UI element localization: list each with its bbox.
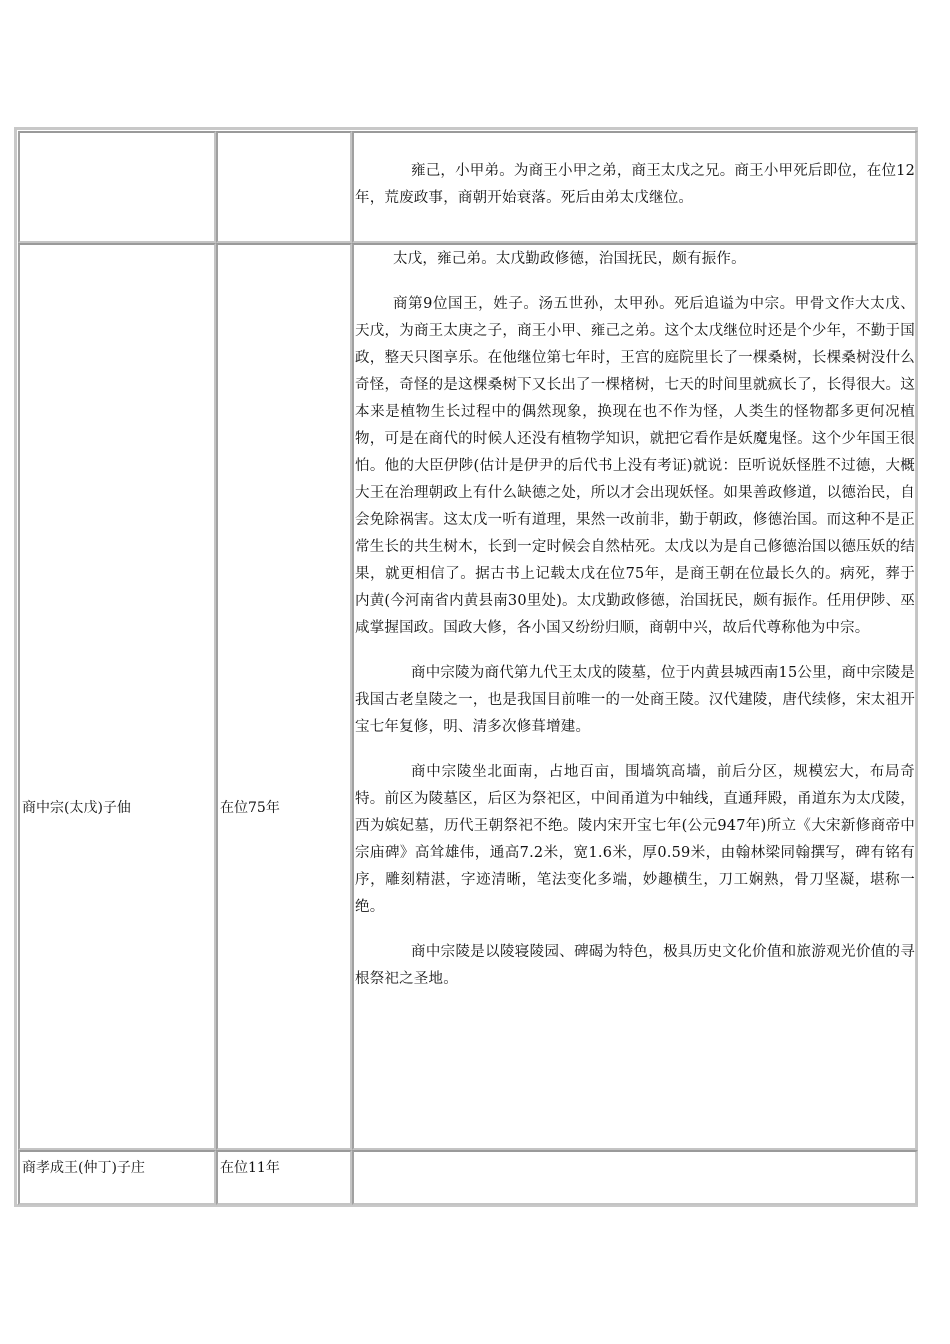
- paragraph: 商中宗陵为商代第九代王太戊的陵墓，位于内黄县城西南15公里，商中宗陵是我国古老皇陵之一，也是我国目前唯一的一处商王陵。汉代建陵，唐代续修，宋太祖开宝七年复修，明、清多次修葺增建。: [355, 665, 915, 735]
- description-cell: [352, 1150, 918, 1205]
- ruler-name: 商孝成王(仲丁)子庄: [22, 1160, 145, 1176]
- reign-length: 在位11年: [220, 1160, 280, 1176]
- ruler-name-cell: [18, 1150, 216, 1205]
- ruler-name: 商中宗(太戊)子伷: [22, 800, 131, 816]
- ruler-table: [14, 127, 918, 1207]
- reign-length-cell: [216, 243, 352, 1150]
- paragraph: 商第9位国王，姓子。汤五世孙，太甲孙。死后追谥为中宗。甲骨文作大太戊、天戊，为商王太庚之子，商王小甲、雍己之弟。这个太戊继位时还是个少年，不勤于国政，整天只图享乐。在他继位第七年时，王宫的庭院里长了一棵桑树，长棵桑树没什么奇怪，奇怪的是这棵桑树下又长出了一棵楮树，七天的时间里就疯长了，长得很大。这本来是植物生长过程中的偶然现象，换现在也不作为怪，人类生的怪物都多更何况植物，可是在商代的时候人还没有植物学知识，就把它看作是妖魔鬼怪。这个少年国王很怕。他的大臣伊陟(估计是伊尹的后代书上没有考证)就说：臣听说妖怪胜不过德，大概大王在治理朝政上有什么缺德之处，所以才会出现妖怪。如果善政修道，以德治民，自会免除祸害。这太戊一听有道理，果然一改前非，勤于朝政，修德治国。而这种不是正常生长的共生树木，长到一定时候会自然枯死。太戊以为是自己修德治国以德压妖的结果，就更相信了。据古书上记载太戊在位75年，是商王朝在位最长久的。病死，葬于内黄(今河南省内黄县南30里处)。太戊勤政修德，治国抚民，颇有振作。任用伊陟、巫咸掌握国政。国政大修，各小国又纷纷归顺，商朝中兴，故后代尊称他为中宗。: [355, 296, 915, 636]
- reign-length-cell: [216, 131, 352, 243]
- paragraph: 商中宗陵是以陵寝陵园、碑碣为特色，极具历史文化价值和旅游观光价值的寻根祭祀之圣地。: [355, 944, 915, 987]
- paragraph: 商中宗陵坐北面南，占地百亩，围墙筑高墙，前后分区，规模宏大，布局奇特。前区为陵墓区，后区为祭祀区，中间甬道为中轴线，直通拜殿，甬道东为太戊陵，西为嫔妃墓，历代王朝祭祀不绝。陵内宋开宝七年(公元947年)所立《大宋新修商帝中宗庙碑》高耸雄伟，通高7.2米，宽1.6米，厚0.59米，由翰林梁同翰撰写，碑有铭有序，雕刻精湛，字迹清晰，笔法变化多端，妙趣横生，刀工娴熟，骨刀坚凝，堪称一绝。: [355, 764, 915, 915]
- description-cell: [352, 243, 918, 1150]
- ruler-name-cell: [18, 131, 216, 243]
- reign-length-cell: [216, 1150, 352, 1205]
- paragraph: 太戊，雍己弟。太戊勤政修德，治国抚民，颇有振作。: [393, 251, 746, 267]
- paragraph: 雍己，小甲弟。为商王小甲之弟，商王太戊之兄。商王小甲死后即位，在位12年，荒废政事，商朝开始衰落。死后由弟太戊继位。: [355, 163, 915, 206]
- description-text: [355, 158, 915, 230]
- table-row: [17, 131, 915, 243]
- ruler-name-cell: [18, 243, 216, 1150]
- description-text: [355, 246, 915, 1011]
- table-row: [17, 1150, 915, 1205]
- reign-length: 在位75年: [220, 800, 280, 816]
- table-row: [17, 243, 915, 1150]
- description-cell: [352, 131, 918, 243]
